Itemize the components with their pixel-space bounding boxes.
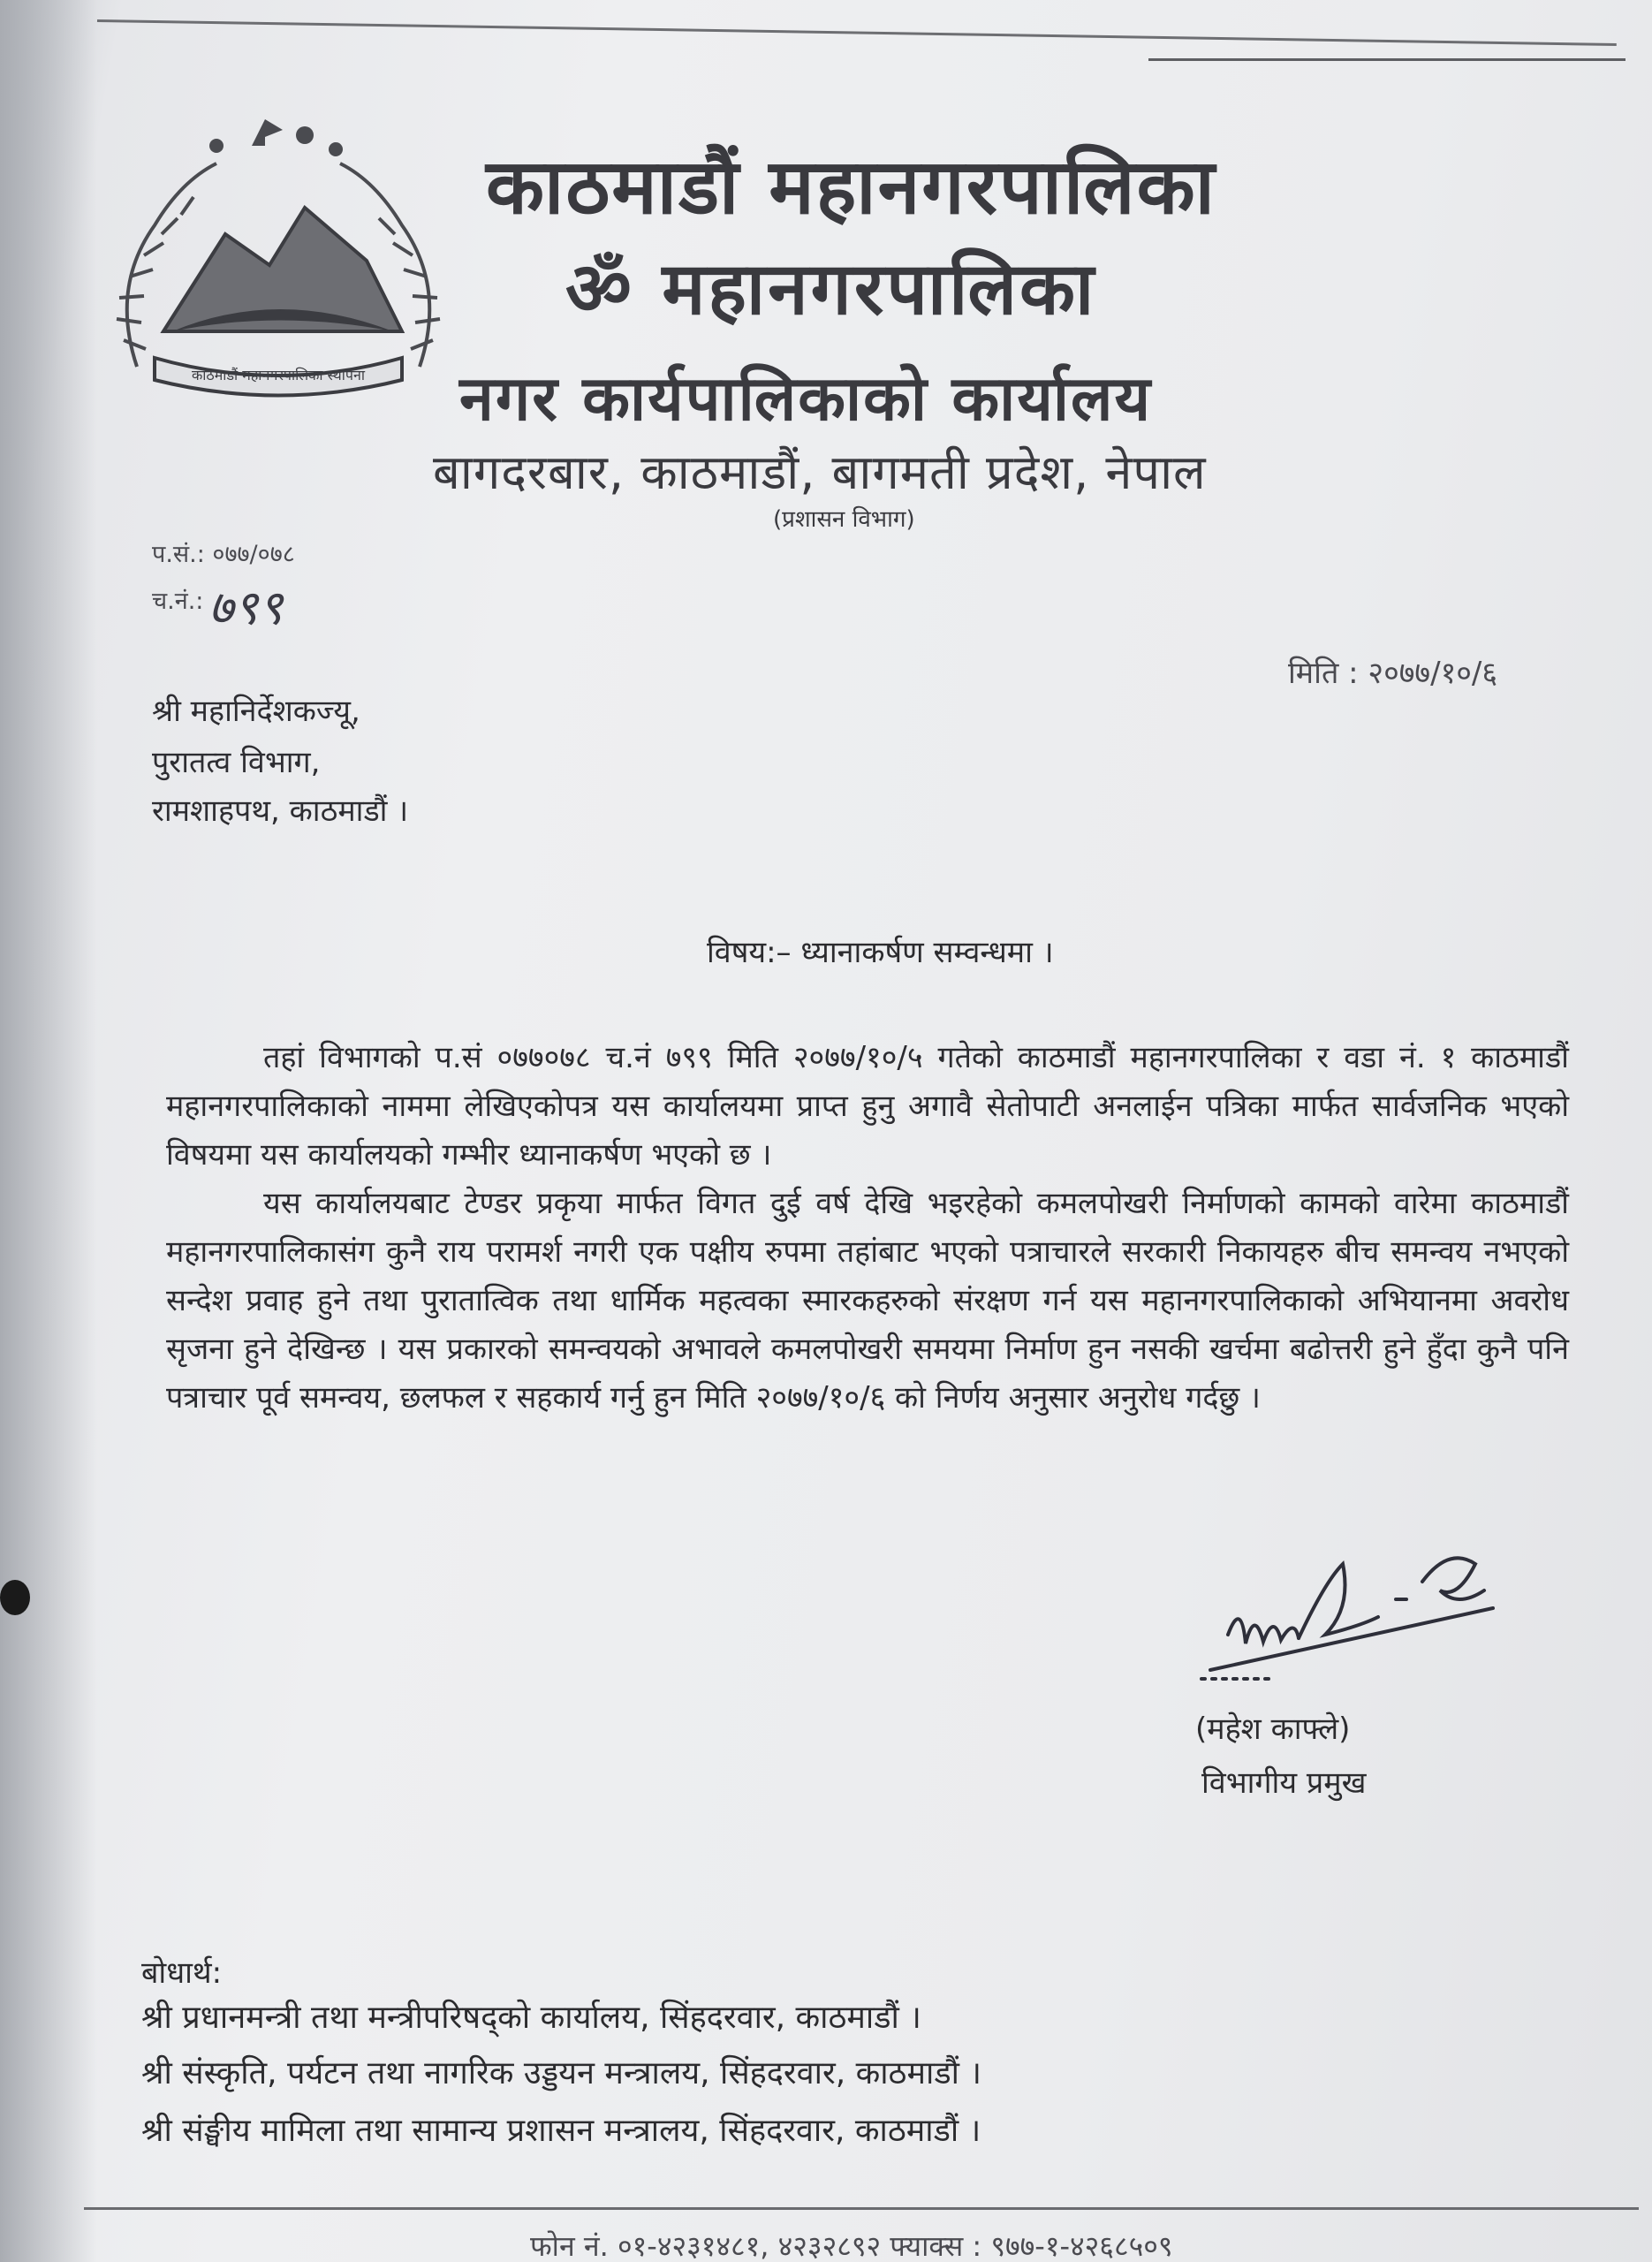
letterhead-address: बागदरबार, काठमाडौं, बागमती प्रदेश, नेपाल (433, 444, 1207, 500)
top-edge-line (97, 19, 1617, 46)
municipality-emblem-icon (102, 110, 455, 411)
footer-divider (84, 2207, 1639, 2210)
copy-to-item: श्री प्रधानमन्त्री तथा मन्त्रीपरिषद्को कार्यालय, सिंहदरवार, काठमाडौं । (141, 2000, 921, 2036)
letterhead-office-name: नगर कार्यपालिकाको कार्यालय (459, 362, 1153, 435)
copy-to-item: श्री संङ्घीय मामिला तथा सामान्य प्रशासन मन्त्रालय, सिंहदरवार, काठमाडौं । (141, 2113, 981, 2149)
signatory-title: विभागीय प्रमुख (1201, 1765, 1367, 1801)
recipient-line-1: श्री महानिर्देशकज्यू, (152, 694, 360, 729)
copy-to-heading: बोधार्थ: (141, 1955, 223, 1991)
recipient-line-3: रामशाहपथ, काठमाडौं । (152, 793, 409, 829)
signature (1193, 1529, 1511, 1696)
dispatch-number-label: च.नं.: (152, 588, 204, 615)
page-shadow (0, 0, 97, 2262)
body-paragraph-1: तहां विभागको प.सं ०७७०७८ च.नं ७९९ मिति २०७७/१०/५ गतेको काठमाडौं महानगरपालिका र वडा नं. १ काठमाडौं महानगरपालिकाको नाममा लेखिएकोपत्र यस कार्यालयमा प्राप्त हुनु अगावै सेतोपाटी अनलाईन पत्रिका मार्फत सार्वजनिक भएको विषयमा यस कार्यालयको गम्भीर ध्यानाकर्षण भएको छ । (166, 1040, 1569, 1173)
dispatch-number-handwritten: ७९९ (208, 580, 284, 635)
copy-to-item: श्री संस्कृति, पर्यटन तथा नागरिक उड्डयन मन्त्रालय, सिंहदरवार, काठमाडौं । (141, 2055, 981, 2091)
letterhead-municipality-name-stylized: ॐ महानगरपालिका (565, 247, 1097, 331)
emblem-ribbon-text: काठमाडौं महानगरपालिका स्थापना (192, 367, 365, 383)
signatory-name: (महेश काफ्ले) (1195, 1712, 1351, 1747)
top-divider (1148, 58, 1625, 61)
letterhead-municipality-name: काठमाडौं महानगरपालिका (486, 143, 1216, 232)
letterhead-department: (प्रशासन विभाग) (773, 506, 915, 533)
footer-contact: फोन नं. ०१-४२३१४८१, ४२३२८९२ फ्याक्स : ९७७-१-४२६८५०९ (530, 2229, 1173, 2262)
binder-hole (0, 1580, 30, 1615)
recipient-line-2: पुरातत्व विभाग, (152, 745, 321, 780)
reference-number: प.सं.: ०७७/०७८ (152, 541, 295, 568)
body-paragraph-2: यस कार्यालयबाट टेण्डर प्रकृया मार्फत विगत दुई वर्ष देखि भइरहेको कमलपोखरी निर्माणको कामको वारेमा काठमाडौं महानगरपालिकासंग कुनै राय परामर्श नगरी एक पक्षीय रुपमा तहांबाट भएको पत्राचारले सरकारी निकायहरु बीच समन्वय नभएको सन्देश प्रवाह हुने तथा पुरातात्विक तथा धार्मिक महत्वका स्मारकहरुको संरक्षण गर्न यस महानगरपालिकाको अभियानमा अवरोध सृजना हुने देखिन्छ । यस प्रकारको समन्वयको अभावले कमलपोखरी समयमा निर्माण हुन नसकी खर्चमा बढोत्तरी हुने हुँदा कुनै पनि पत्राचार पूर्व समन्वय, छलफल र सहकार्य गर्नु हुन मिति २०७७/१०/६ को निर्णय अनुसार अनुरोध गर्दछु । (166, 1186, 1569, 1416)
letter-date: मिति : २०७७/१०/६ (1288, 656, 1498, 691)
letter-subject: विषय:– ध्यानाकर्षण सम्वन्धमा । (707, 935, 1054, 970)
